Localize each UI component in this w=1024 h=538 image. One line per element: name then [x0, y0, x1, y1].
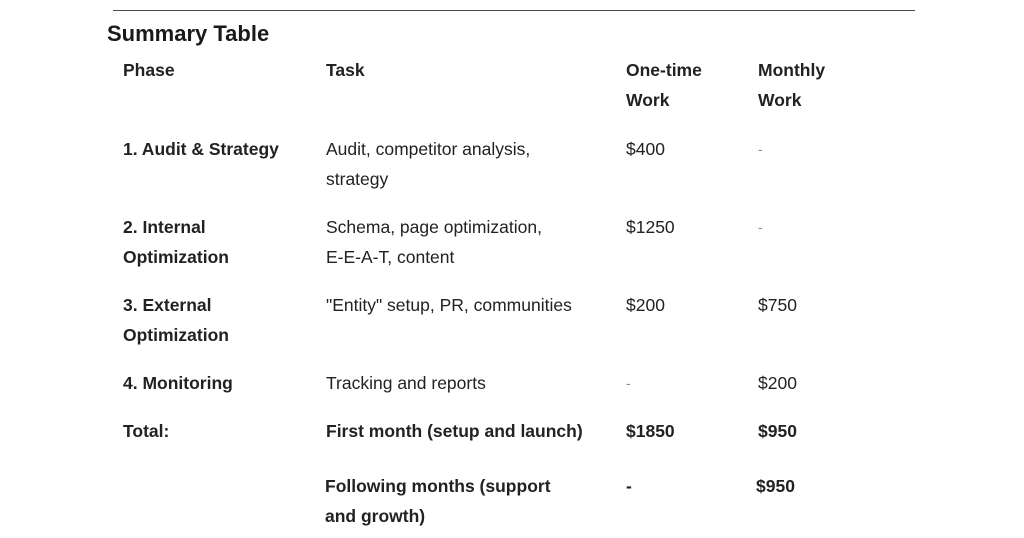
header-monthly-line1: Monthly — [758, 60, 826, 80]
row-3-phase-line2: Optimization — [123, 325, 229, 345]
row-4-task — [326, 368, 611, 398]
page-title: Summary Table — [107, 21, 270, 46]
row-3-task — [326, 290, 611, 320]
row-3-phase — [123, 290, 313, 350]
row-1-task-line2: strategy — [326, 169, 389, 189]
total-following-task — [325, 471, 610, 531]
total-first-month-one-time: $1850 — [626, 421, 675, 441]
row-2-monthly: - — [758, 219, 763, 235]
row-2-phase-line2: Optimization — [123, 247, 229, 267]
header-task: Task — [326, 60, 365, 80]
header-one-time-line1: One-time — [626, 60, 702, 80]
row-1-task-line1: Audit, competitor analysis, — [326, 139, 531, 159]
row-4-one-time: - — [626, 375, 631, 391]
row-1-monthly: - — [758, 141, 763, 157]
row-4-phase — [123, 368, 313, 398]
total-following-one-time: - — [626, 476, 632, 496]
row-2-task-line1: Schema, page optimization, — [326, 217, 542, 237]
total-label: Total: — [123, 421, 170, 441]
row-2-phase — [123, 212, 313, 272]
row-2-phase-line1: 2. Internal — [123, 217, 206, 237]
row-1-phase-line1: 1. Audit & Strategy — [123, 139, 279, 159]
total-following-monthly: $950 — [756, 476, 795, 496]
header-monthly-work — [758, 55, 878, 115]
row-3-phase-line1: 3. External — [123, 295, 212, 315]
header-monthly-line2: Work — [758, 90, 802, 110]
row-3-task-line1: "Entity" setup, PR, communities — [326, 295, 572, 315]
row-2-one-time: $1250 — [626, 217, 675, 237]
row-2-task-line2: E-E-A-T, content — [326, 247, 455, 267]
row-4-monthly: $200 — [758, 373, 797, 393]
total-following-task-line2: and growth) — [325, 506, 426, 526]
total-following-task-line1: Following months (support — [325, 476, 551, 496]
row-3-monthly: $750 — [758, 295, 797, 315]
header-one-time-work — [626, 55, 741, 115]
row-1-one-time: $400 — [626, 139, 665, 159]
row-4-phase-line1: 4. Monitoring — [123, 373, 233, 393]
top-divider — [113, 10, 915, 11]
row-1-phase — [123, 134, 313, 164]
row-2-task — [326, 212, 611, 272]
total-first-month-monthly: $950 — [758, 421, 797, 441]
header-one-time-line2: Work — [626, 90, 670, 110]
row-4-task-line1: Tracking and reports — [326, 373, 486, 393]
row-1-task — [326, 134, 611, 194]
total-first-month-task: First month (setup and launch) — [326, 421, 583, 441]
row-3-one-time: $200 — [626, 295, 665, 315]
header-phase: Phase — [123, 60, 175, 80]
